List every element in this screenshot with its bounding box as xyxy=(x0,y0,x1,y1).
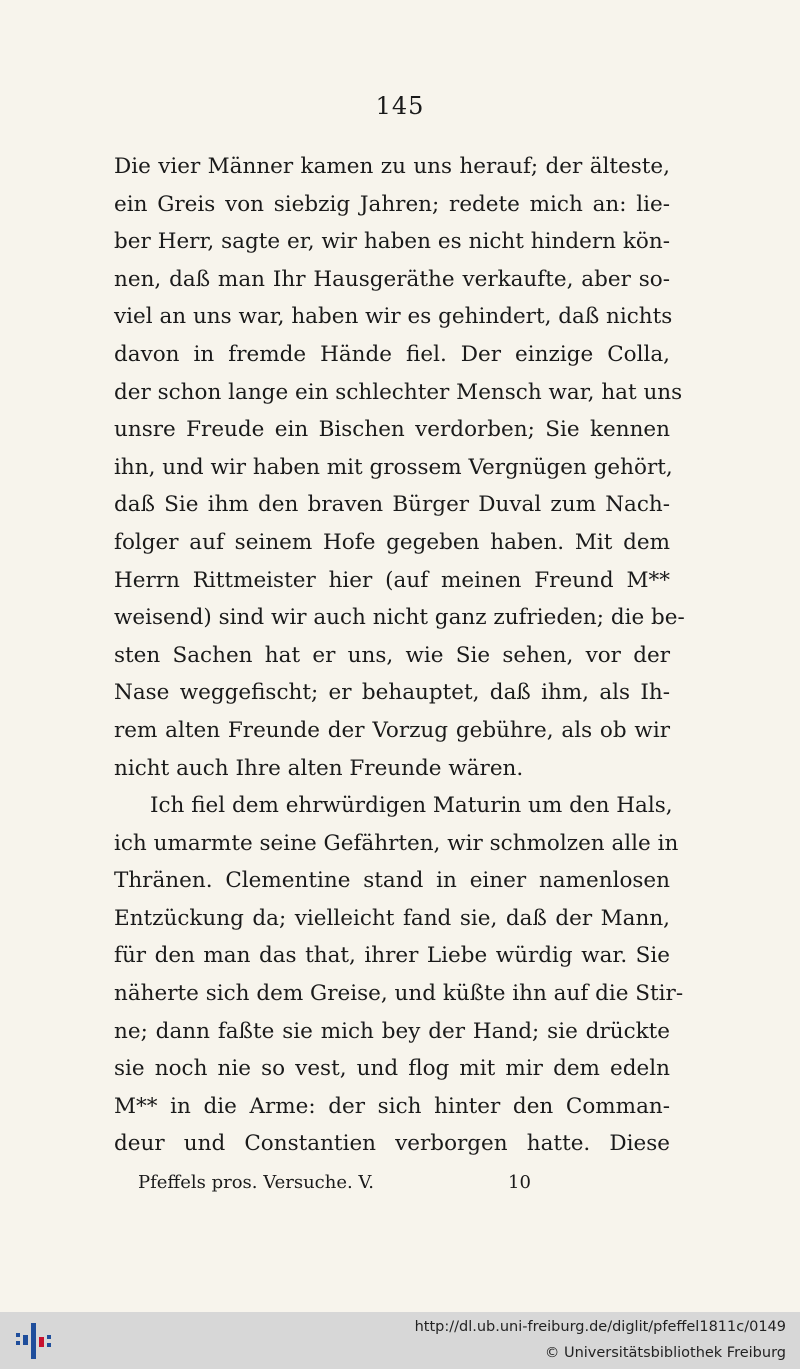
text-line: unsre Freude ein Bischen verdorben; Sie kennen xyxy=(114,417,670,443)
text-line: Entzückung da; vielleicht fand sie, daß der Mann, xyxy=(114,905,670,931)
text-line: weisend) sind wir auch nicht ganz zufrieden; die be- xyxy=(114,605,685,631)
viewer-footer-bar xyxy=(0,1312,800,1369)
text-line: für den man das that, ihrer Liebe würdig war. Sie xyxy=(114,943,670,969)
text-line: nicht auch Ihre alten Freunde wären. xyxy=(114,755,524,781)
text-line: folger auf seinem Hofe gegeben haben. Mit dem xyxy=(114,529,670,555)
page-footer xyxy=(138,1172,538,1193)
text-line: daß Sie ihm den braven Bürger Duval zum Nach- xyxy=(114,492,670,518)
text-line: M** in die Arme: der sich hinter den Comman- xyxy=(114,1093,670,1119)
text-line: deur und Constantien verborgen hatte. Diese xyxy=(114,1131,670,1157)
text-line: näherte sich dem Greise, und küßte ihn auf die Stir- xyxy=(114,981,684,1007)
text-line: Thränen. Clementine stand in einer namenlosen xyxy=(114,868,670,894)
text-line: Herrn Rittmeister hier (auf meinen Freund M** xyxy=(114,567,670,593)
text-line: Die vier Männer kamen zu uns herauf; der älteste, xyxy=(114,154,670,179)
text-line: sten Sachen hat er uns, wie Sie sehen, vor der xyxy=(114,642,670,668)
permalink-url[interactable]: http://dl.ub.uni-freiburg.de/diglit/pfeffel1811c/0149 xyxy=(414,1319,786,1335)
text-line: Nase weggefischt; er behauptet, daß ihm, als Ih- xyxy=(114,680,670,706)
text-line: ein Greis von siebzig Jahren; redete mich an: lie- xyxy=(114,191,670,217)
text-line: ne; dann faßte sie mich bey der Hand; sie drückte xyxy=(114,1018,670,1044)
footer-signature: 10 xyxy=(508,1172,531,1193)
copyright-text: © Universitätsbibliothek Freiburg xyxy=(544,1345,786,1361)
page-number: 145 xyxy=(375,92,425,120)
text-line: nen, daß man Ihr Hausgeräthe verkaufte, aber so- xyxy=(114,266,670,292)
text-line: davon in fremde Hände fiel. Der einzige Colla, xyxy=(114,341,670,367)
text-line: viel an uns war, haben wir es gehindert, daß nichts xyxy=(114,304,673,330)
text-line: Ich fiel dem ehrwürdigen Maturin um den Hals, xyxy=(150,793,673,819)
text-line: ber Herr, sagte er, wir haben es nicht hindern kön- xyxy=(114,229,670,255)
text-line: rem alten Freunde der Vorzug gebühre, als ob wir xyxy=(114,717,670,743)
text-line: ich umarmte seine Gefährten, wir schmolzen alle in xyxy=(114,830,679,856)
ub-freiburg-logo-icon[interactable] xyxy=(14,1321,54,1361)
text-line: sie noch nie so vest, und flog mit mir dem edeln xyxy=(114,1056,670,1082)
body-text xyxy=(114,148,685,1163)
text-line: ihn, und wir haben mit grossem Vergnügen gehört, xyxy=(114,454,673,480)
footer-title: Pfeffels pros. Versuche. V. xyxy=(138,1172,375,1193)
text-line: der schon lange ein schlechter Mensch war, hat uns xyxy=(114,379,683,405)
